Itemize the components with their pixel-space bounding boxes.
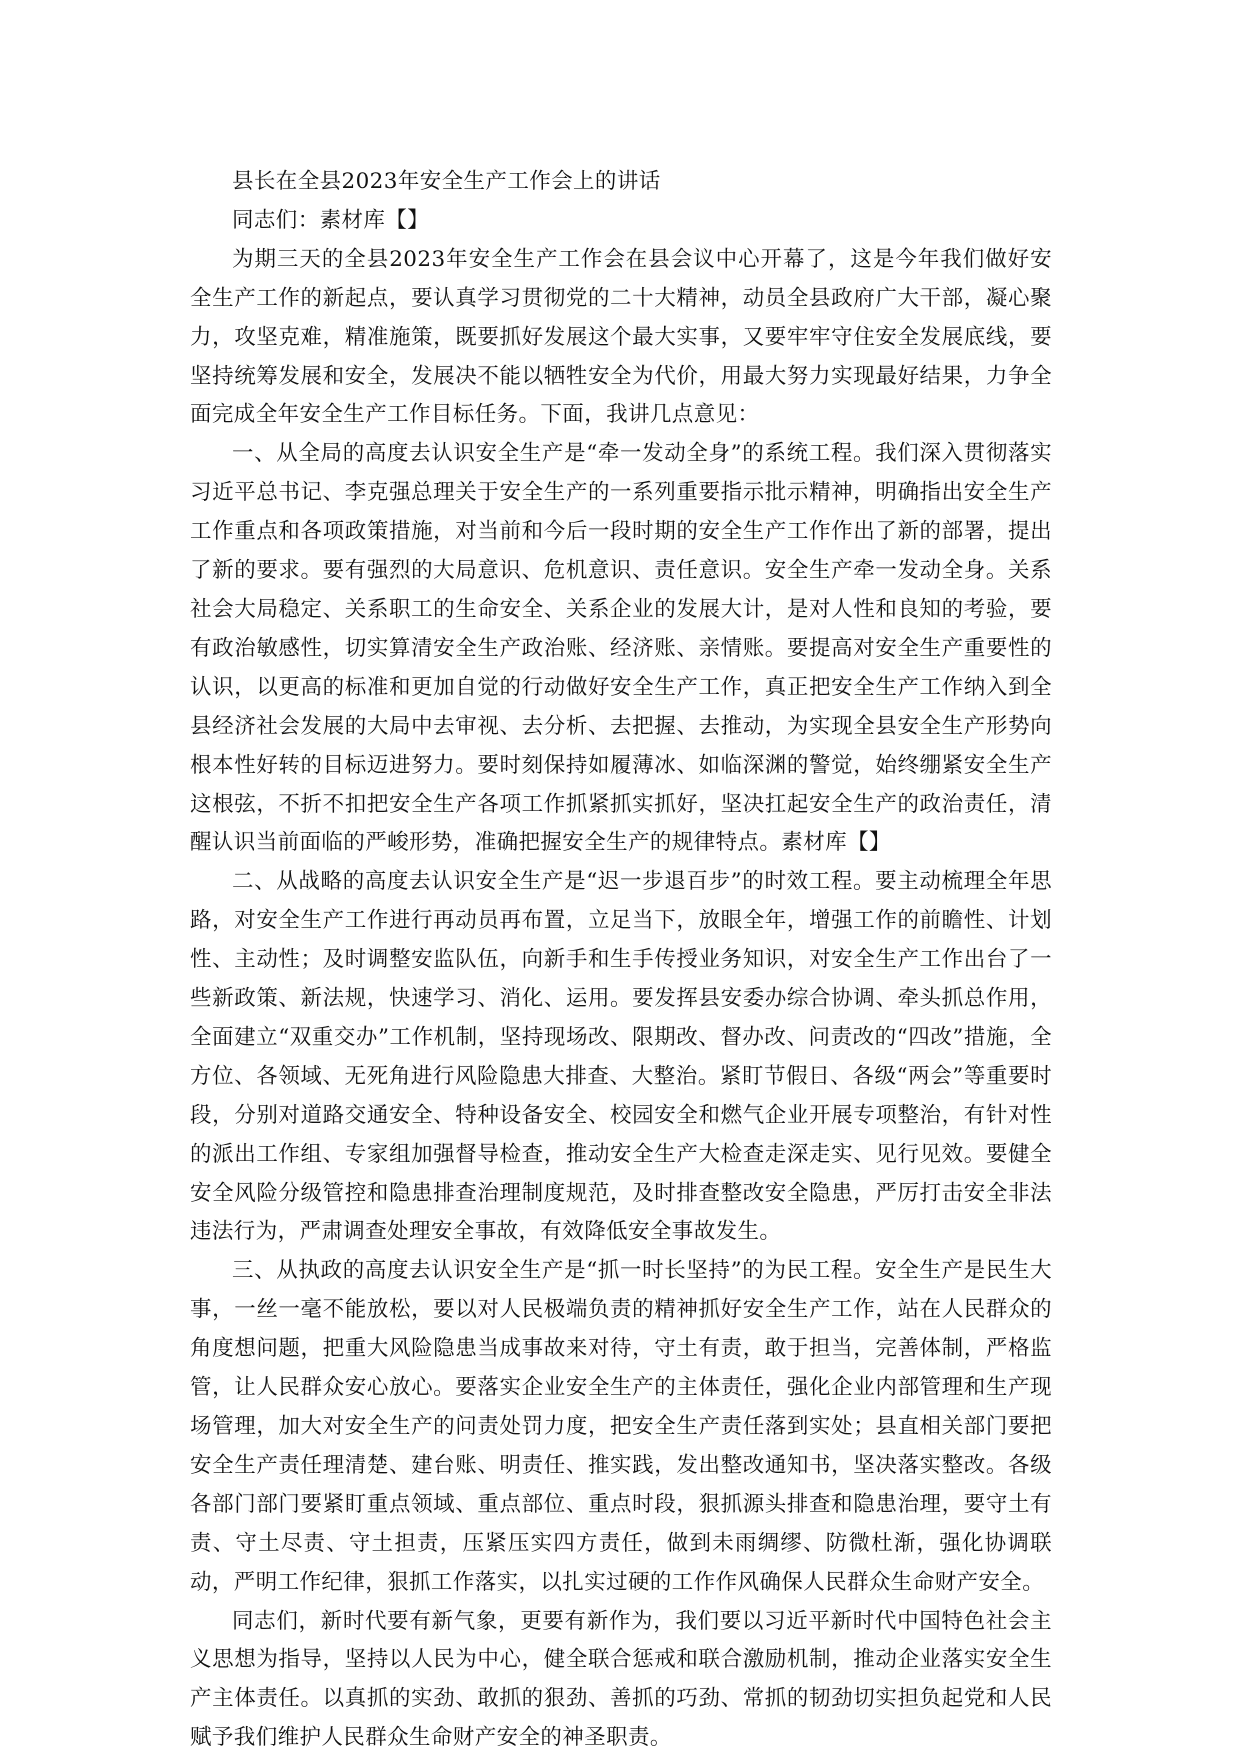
paragraph-conclusion: 同志们，新时代要有新气象，更要有新作为，我们要以习近平新时代中国特色社会主义思想为指导，坚持以人民为中心，健全联合惩戒和联合激励机制，推动企业落实安全生产主体责任。以真抓的实劲、敢抓的狠劲、善抓的巧劲、常抓的韧劲切实担负起党和人民赋予我们维护人民群众生命财产安全的神圣职责。 — [190, 1608, 1052, 1751]
paragraph-intro: 为期三天的全县2023年安全生产工作会在县会议中心开幕了，这是今年我们做好安全生产工作的新起点，要认真学习贯彻党的二十大精神，动员全县政府广大干部，凝心聚力，攻坚克难，精准施策，既要抓好发展这个最大实事，又要牢牢守住安全发展底线，要坚持统筹发展和安全，发展决不能以牺牲安全为代价，用最大努力实现最好结果，力争全面完成全年安全生产工作目标任务。下面，我讲几点意见： — [190, 246, 1052, 428]
document-body — [190, 163, 1052, 1758]
paragraph-section-3: 三、从执政的高度去认识安全生产是“抓一时长坚持”的为民工程。安全生产是民生大事，一丝一毫不能放松，要以对人民极端负责的精神抓好安全生产工作，站在人民群众的角度想问题，把重大风险隐患当成事故来对待，守土有责，敢于担当，完善体制，严格监管，让人民群众安心放心。要落实企业安全生产的主体责任，强化企业内部管理和生产现场管理，加大对安全生产的问责处罚力度，把安全生产责任落到实处；县直相关部门要把安全生产责任理清楚、建台账、明责任、推实践，发出整改通知书，坚决落实整改。各级各部门部门要紧盯重点领域、重点部位、重点时段，狠抓源头排查和隐患治理，要守土有责、守土尽责、守土担责，压紧压实四方责任，做到未雨绸缪、防微杜渐，强化协调联动，严明工作纪律，狠抓工作落实，以扎实过硬的工作作风确保人民群众生命财产安全。 — [190, 1258, 1052, 1595]
document-title: 县长在全县2023年安全生产工作会上的讲话 — [232, 169, 661, 194]
paragraph-section-2: 二、从战略的高度去认识安全生产是“迟一步退百步”的时效工程。要主动梳理全年思路，对安全生产工作进行再动员再布置，立足当下，放眼全年，增强工作的前瞻性、计划性、主动性；及时调整安监队伍，向新手和生手传授业务知识，对安全生产工作出台了一些新政策、新法规，快速学习、消化、运用。要发挥县安委办综合协调、牵头抓总作用，全面建立“双重交办”工作机制，坚持现场改、限期改、督办改、问责改的“四改”措施，全方位、各领域、无死角进行风险隐患大排查、大整治。紧盯节假日、各级“两会”等重要时段，分别对道路交通安全、特种设备安全、校园安全和燃气企业开展专项整治，有针对性的派出工作组、专家组加强督导检查，推动安全生产大检查走深走实、见行见效。要健全安全风险分级管控和隐患排查治理制度规范，及时排查整改安全隐患，严厉打击安全非法违法行为，严肃调查处理安全事故，有效降低安全事故发生。 — [190, 869, 1052, 1245]
paragraph-section-1: 一、从全局的高度去认识安全生产是“牵一发动全身”的系统工程。我们深入贯彻落实习近平总书记、李克强总理关于安全生产的一系列重要指示批示精神，明确指出安全生产工作重点和各项政策措施，对当前和今后一段时期的安全生产工作作出了新的部署，提出了新的要求。要有强烈的大局意识、危机意识、责任意识。安全生产牵一发动全身。关系社会大局稳定、关系职工的生命安全、关系企业的发展大计，是对人性和良知的考验，要有政治敏感性，切实算清安全生产政治账、经济账、亲情账。要提高对安全生产重要性的认识，以更高的标准和更加自觉的行动做好安全生产工作，真正把安全生产工作纳入到全县经济社会发展的大局中去审视、去分析、去把握、去推动，为实现全县安全生产形势向根本性好转的目标迈进努力。要时刻保持如履薄冰、如临深渊的警觉，始终绷紧安全生产这根弦，不折不扣把安全生产各项工作抓紧抓实抓好，坚决扛起安全生产的政治责任，清醒认识当前面临的严峻形势，准确把握安全生产的规律特点。素材库【】 — [190, 441, 1052, 856]
salutation: 同志们：素材库【】 — [232, 207, 430, 233]
